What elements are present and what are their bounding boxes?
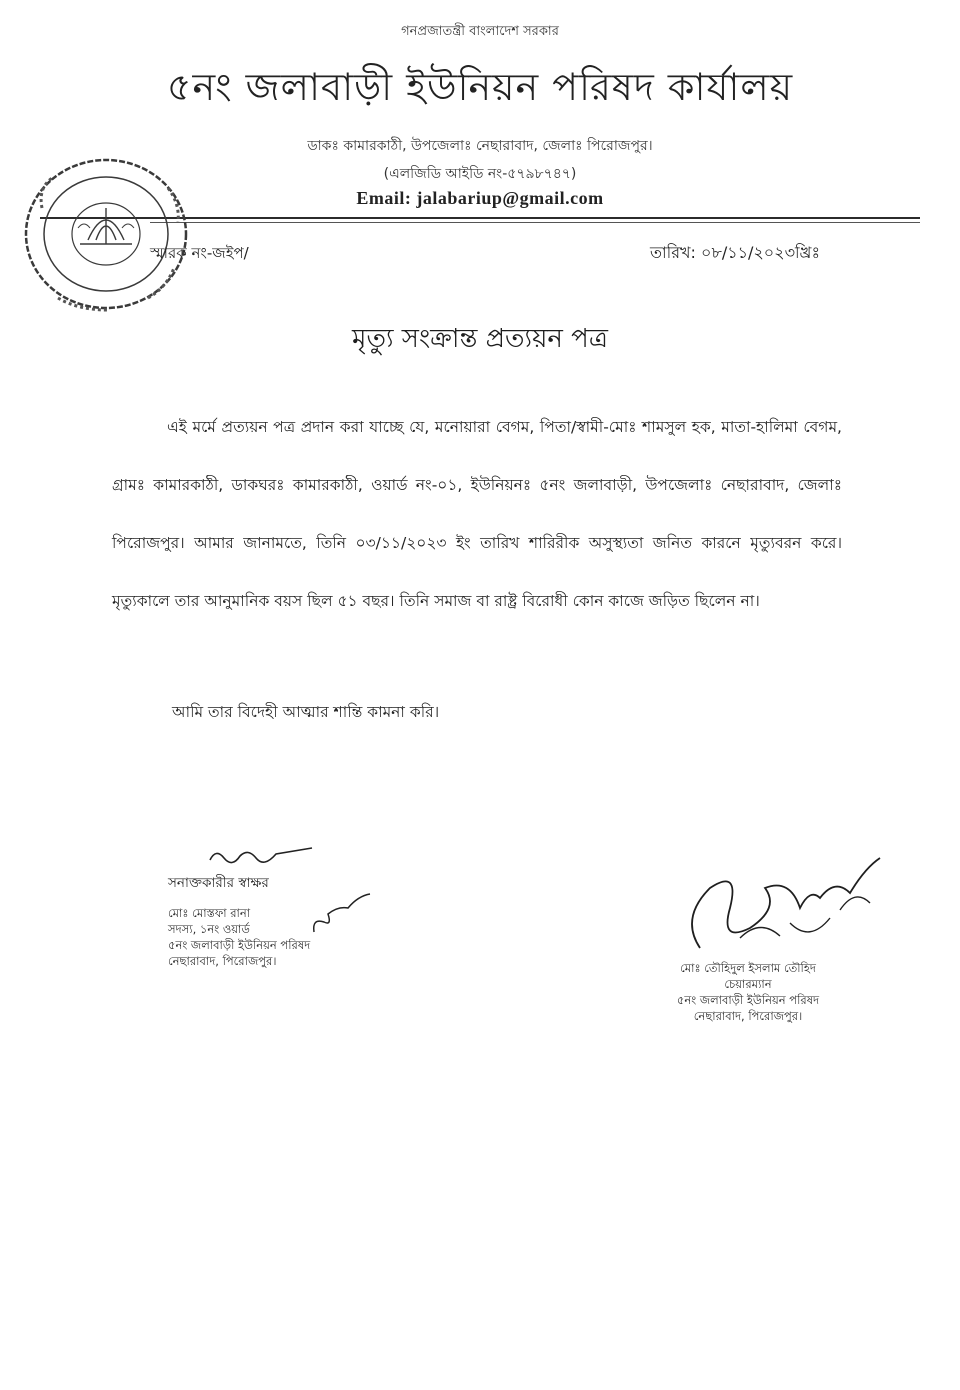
identifier-initial-date — [308, 888, 378, 938]
government-line: গনপ্রজাতন্ত্রী বাংলাদেশ সরকার — [401, 24, 559, 39]
chairman-name: মোঃ তৌহিদুল ইসলাম তৌহিদ — [680, 961, 816, 975]
chairman-signature — [670, 848, 900, 963]
office-title: ৫নং জলাবাড়ী ইউনিয়ন পরিষদ কার্যালয় — [166, 65, 794, 109]
lgd-id: (এলজিডি আইডি নং-৫৭৯৮৭৪৭) — [383, 166, 577, 182]
identifier-signature-label: সনাক্তকারীর স্বাক্ষর — [168, 875, 269, 891]
issue-date: তারিখ: ০৮/১১/২০২৩খ্রিঃ — [650, 243, 820, 262]
closing-line: আমি তার বিদেহী আত্মার শান্তি কামনা করি। — [172, 703, 440, 721]
certificate-body: এই মর্মে প্রত্যয়ন পত্র প্রদান করা যাচ্ছে যে, মনোয়ারা বেগম, পিতা/স্বামী-মোঃ শামসুল হক, মাতা-হালিমা বেগম, গ্রামঃ কামারকাঠী, ডাকঘরঃ কামারকাঠী, ওয়ার্ড নং-০১, ইউনিয়নঃ ৫নং জলাবাড়ী, উপজেলাঃ নেছারাবাদ, জেলাঃ পিরোজপুর। আমার জানামতে, তিনি ০৩/১১/২০২৩ ইং তারিখ শারিরীক অসুস্থ্যতা জনিত কারনে মৃত্যুবরন করে। মৃত্যুকালে তার আনুমানিক বয়স ছিল ৫১ বছর। তিনি সমাজ বা রাষ্ট্র বিরোধী কোন কাজে জড়িত ছিলেন না। — [112, 418, 842, 610]
identifier-location: নেছারাবাদ, পিরোজপুর। — [168, 954, 277, 968]
identifier-union: ৫নং জলাবাড়ী ইউনিয়ন পরিষদ — [168, 938, 311, 952]
memo-number: স্মারক নং-জইপ/ — [150, 244, 249, 262]
chairman-details — [638, 960, 858, 1024]
identifier-signature-block — [168, 848, 388, 969]
office-email: Email: jalabariup@gmail.com — [356, 188, 604, 208]
office-seal — [18, 148, 198, 320]
chairman-designation: চেয়ারম্যান — [724, 977, 772, 991]
chairman-location: নেছারাবাদ, পিরোজপুর। — [693, 1009, 803, 1023]
office-address: ডাকঃ কামারকাঠী, উপজেলাঃ নেছারাবাদ, জেলাঃ পিরোজপুর। — [307, 138, 653, 154]
identifier-designation: সদস্য, ১নং ওয়ার্ড — [168, 922, 250, 936]
header-divider-secondary — [150, 222, 920, 223]
identifier-signature — [206, 842, 316, 868]
chairman-union: ৫নং জলাবাড়ী ইউনিয়ন পরিষদ — [676, 993, 820, 1007]
certificate-subject: মৃত্যু সংক্রান্ত প্রত্যয়ন পত্র — [352, 324, 608, 354]
identifier-name: মোঃ মোস্তফা রানা — [168, 906, 251, 920]
